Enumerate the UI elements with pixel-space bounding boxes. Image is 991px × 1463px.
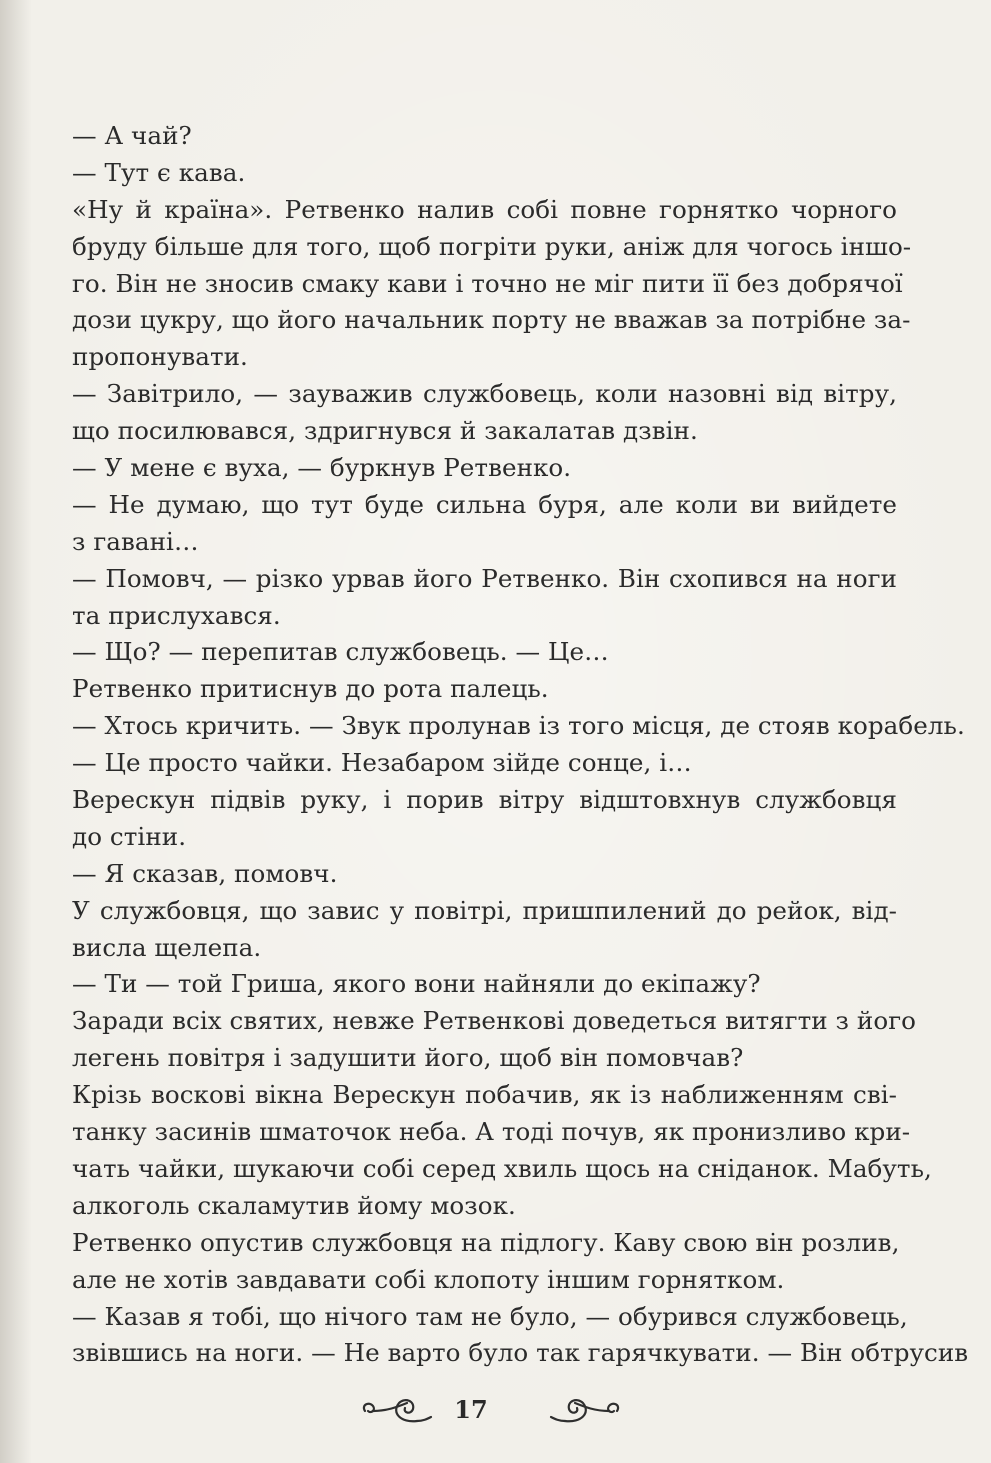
text-line: Заради всіх святих, невже Ретвенкові доведеться витягти з його [72, 1006, 916, 1036]
text-line: легень повітря і задушити його, щоб він помовчав? [72, 1043, 744, 1073]
page-gutter-shadow [0, 0, 32, 1463]
text-line: — Помовч, — різко урвав його Ретвенко. Він схопився на ноги [72, 563, 897, 593]
text-line: дози цукру, що його начальник порту не вважав за потрібне за- [72, 305, 911, 335]
text-line: чать чайки, шукаючи собі серед хвиль щось на сніданок. Мабуть, [72, 1153, 932, 1183]
text-line: пропонувати. [72, 342, 248, 372]
ornament-right-icon [505, 1391, 625, 1431]
text-line: — А чай? [72, 121, 192, 150]
text-line: — Казав я тобі, що нічого там не було, — обурився службовець, [72, 1301, 908, 1331]
text-line: — Це просто чайки. Незабаром зійде сонце, і… [72, 748, 692, 778]
text-line: Ретвенко притиснув до рота палець. [72, 674, 549, 704]
text-line: з гавані… [72, 526, 199, 556]
text-line: висла щелепа. [72, 932, 262, 962]
text-line: Крізь воскові вікна Верескун побачив, як із наближенням сві- [72, 1080, 897, 1110]
body-text [72, 118, 969, 1372]
text-line: — Ти — той Гриша, якого вони найняли до екіпажу? [72, 969, 761, 999]
text-line: У службовця, що завис у повітрі, пришпилений до рейок, від- [72, 895, 897, 925]
text-line: до стіни. [72, 821, 187, 851]
text-line: «Ну й країна». Ретвенко налив собі повне горнятко чорного [72, 194, 897, 224]
page-number: 17 [454, 1395, 488, 1424]
text-line: Ретвенко опустив службовця на підлогу. Каву свою він розлив, [72, 1227, 900, 1257]
text-line: — Хтось кричить. — Звук пролунав із того місця, де стояв корабель. [72, 711, 965, 741]
text-line: бруду більше для того, щоб погріти руки, аніж для чогось іншо- [72, 231, 912, 261]
text-line: — Що? — перепитав службовець. — Це… [72, 637, 609, 667]
text-line: та прислухався. [72, 600, 281, 630]
text-line: що посилювався, здригнувся й закалатав дзвін. [72, 416, 698, 446]
text-line: але не хотів завдавати собі клопоту іншим горнятком. [72, 1264, 785, 1294]
text-line: го. Він не зносив смаку кави і точно не міг пити її без добрячої [72, 268, 903, 298]
text-line: звівшись на ноги. — Не варто було так гарячкувати. — Він обтрусив [72, 1338, 969, 1368]
page-footer [0, 1391, 991, 1435]
text-line: — Не думаю, що тут буде сильна буря, але коли ви вийдете [72, 489, 897, 519]
text-line: — Тут є кава. [72, 157, 246, 187]
text-line: танку засинів шматочок неба. А тоді почув, як пронизливо кри- [72, 1117, 911, 1147]
text-line: — Я сказав, помовч. [72, 858, 338, 888]
text-line: Верескун підвів руку, і порив вітру відштовхнув службовця [72, 785, 897, 815]
text-line: — У мене є вуха, — буркнув Ретвенко. [72, 453, 572, 483]
text-line: — Завітрило, — зауважив службовець, коли назовні від вітру, [72, 379, 897, 409]
text-line: алкоголь скаламутив йому мозок. [72, 1190, 516, 1220]
